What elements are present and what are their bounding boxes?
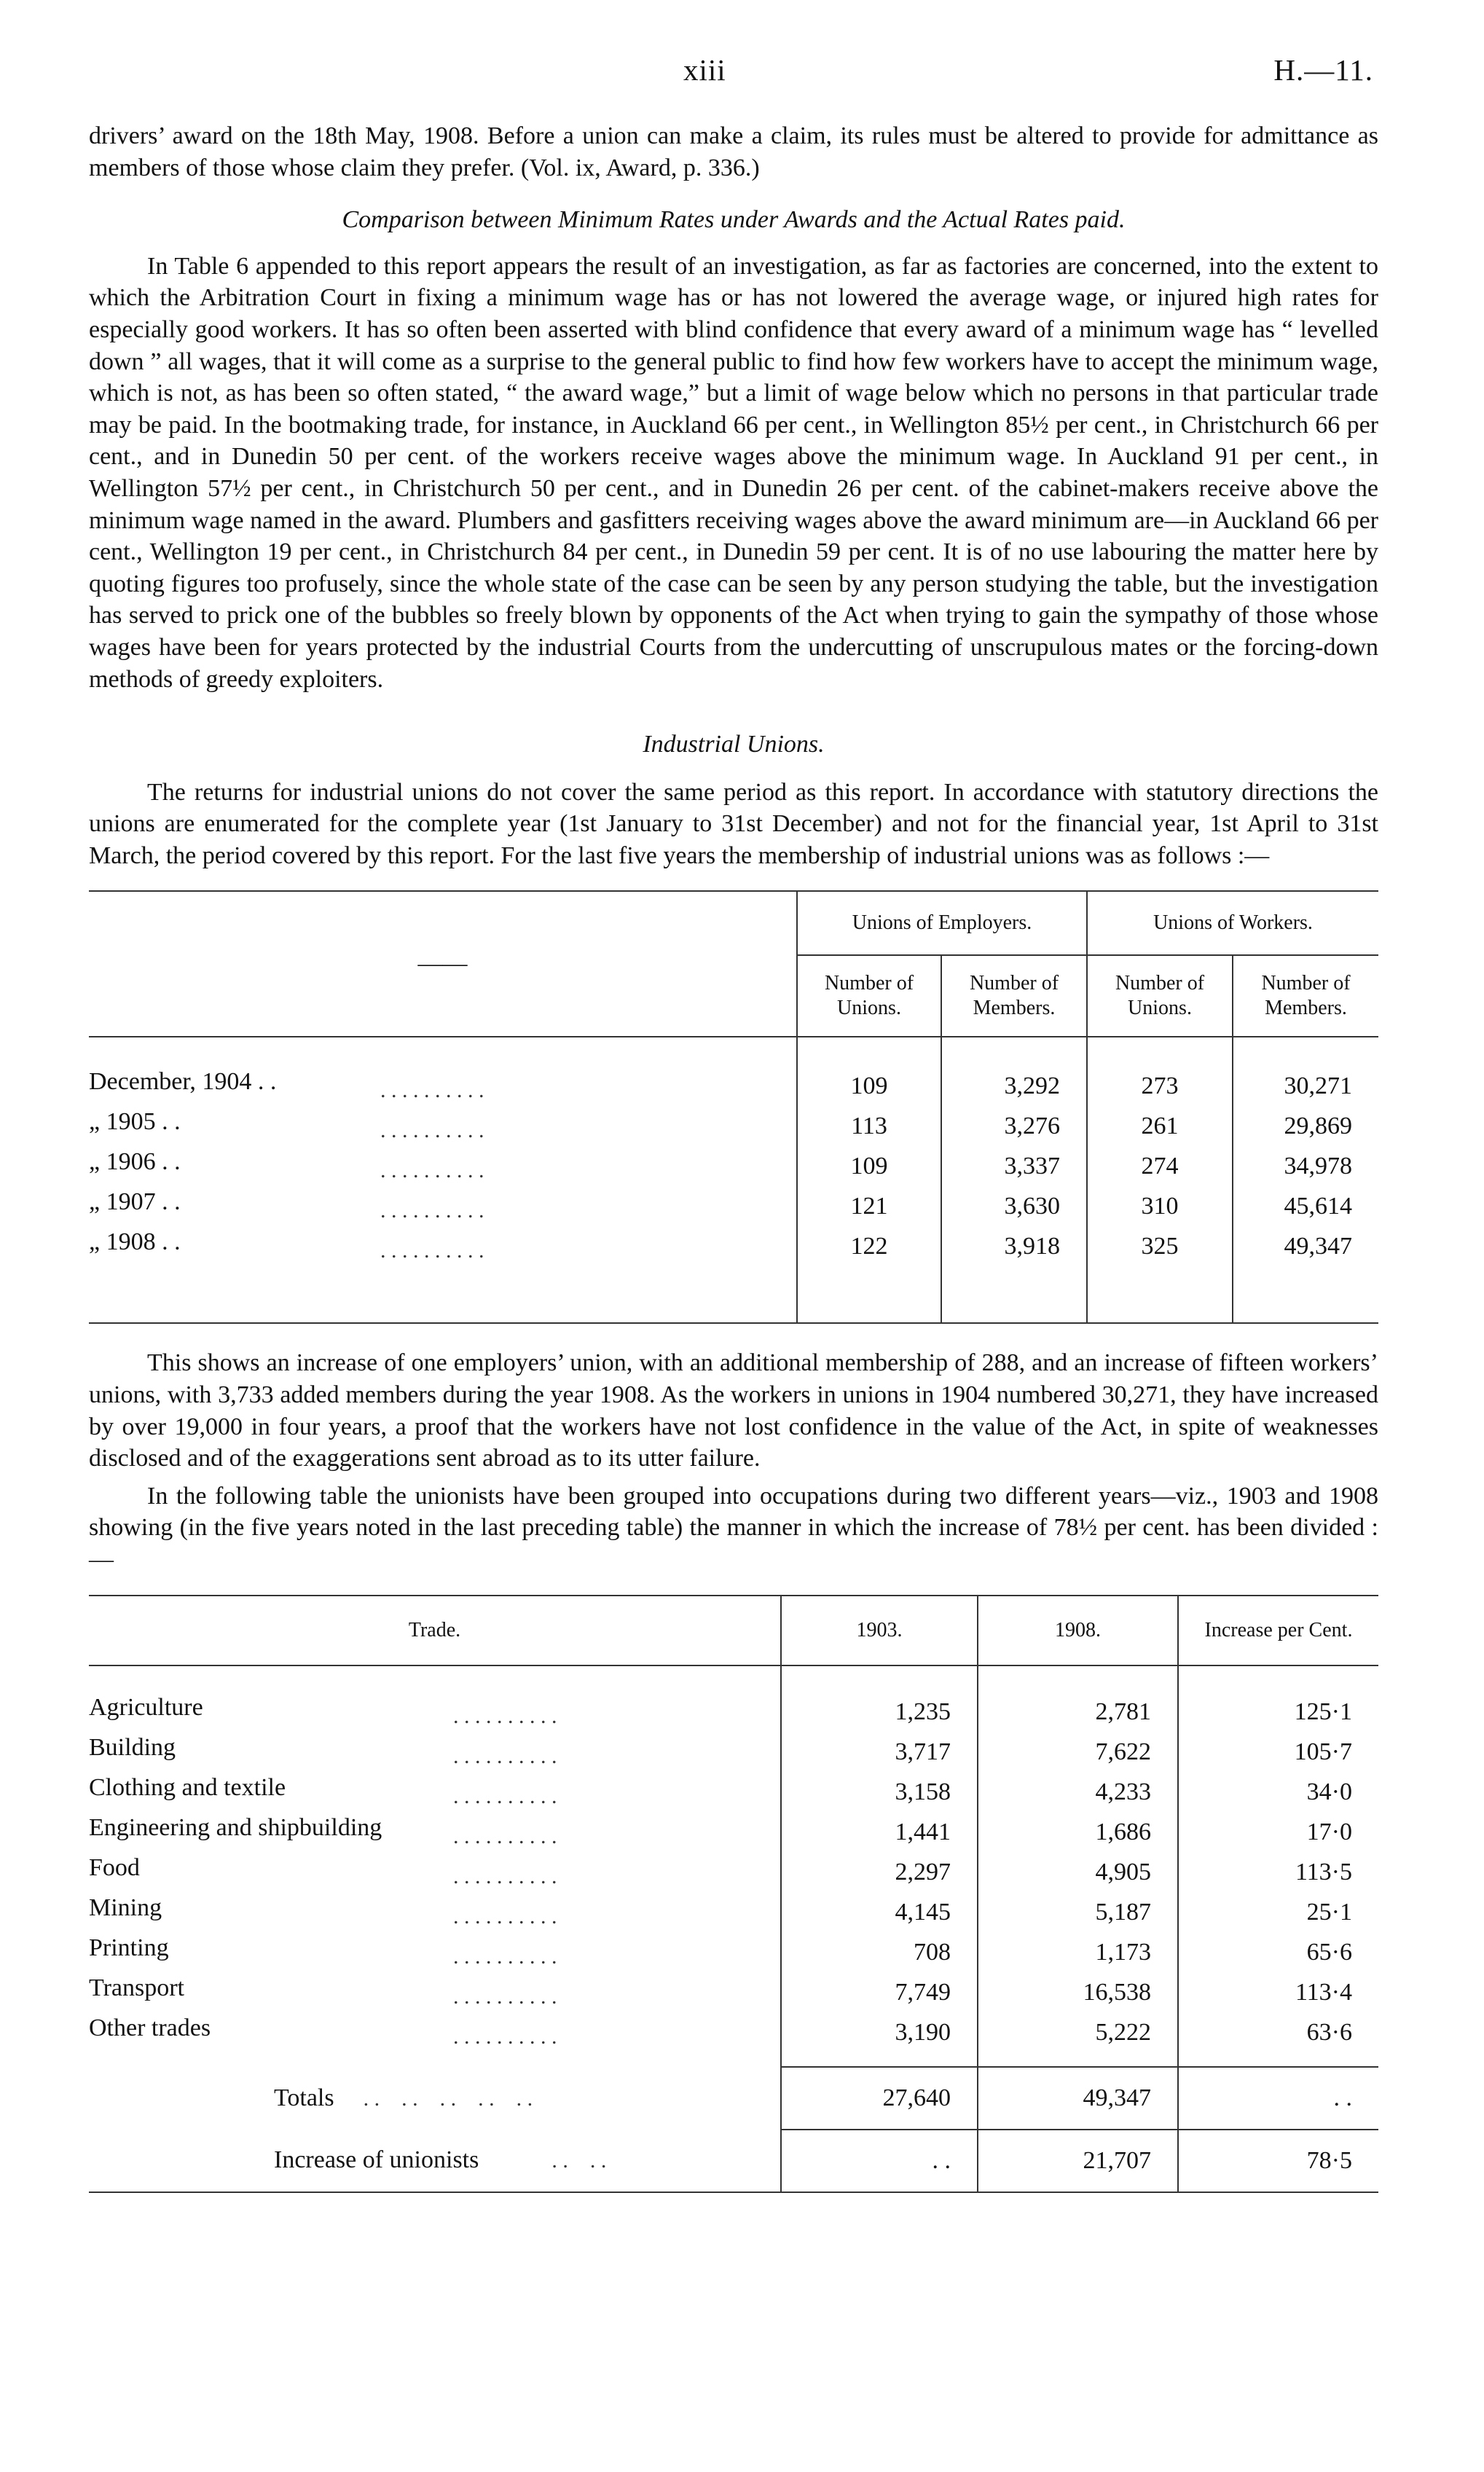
- table1-row-label: „ 1908 . .: [89, 1228, 181, 1256]
- comparison-paragraph: In Table 6 appended to this report appears the result of an investigation, as far as factories are concerned, into the extent to which the Arbitration Court in fixing a minimum wage has or has not lowered the average wage, or injured high rates for especially good workers. It has so often been asserted with blind confidence that every award of a minimum wage has “ levelled down ” all wages, that it will come as a surprise to the general public to find how few workers have to accept the minimum wage, which is not, as has been so often stated, “ the award wage,” but a limit of wage below which no persons in that particular trade may be paid. In the bootmaking trade, for instance, in Auckland 66 per cent., in Wellington 85½ per cent., in Christchurch 66 per cent., and in Dunedin 50 per cent. of the workers receive wages above the minimum wage. In Auckland 91 per cent., in Wellington 57½ per cent., in Christchurch 50 per cent., and in Dunedin 26 per cent. of the cabinet-makers receive above the minimum wage named in the award. Plumbers and gasfitters receiving wages above the award minimum are—in Auckland 66 per cent., Wellington 19 per cent., in Christchurch 84 per cent., in Dunedin 59 per cent. It is of no use labouring the matter here by quoting figures too profusely, since the whole state of the case can be seen by any person studying the table, but the investigation has served to prick one of the bubbles so freely blown by opponents of the Act when trying to gain the sympathy of those whose wages have been for years protected by the industrial Courts from the undercutting of unscrupulous mates or the forcing-down methods of greedy exploiters.: [89, 252, 1378, 693]
- leader-dots: . . . . . . . . . .: [380, 1118, 484, 1143]
- table2-row: [89, 1972, 1378, 2012]
- leader-dots: . . . . . . . . . .: [453, 1944, 557, 1969]
- table2-cell: 25·1: [1178, 1892, 1378, 1932]
- table2-trade-label: Other trades: [89, 2014, 211, 2041]
- table2-cell: 1,441: [781, 1812, 978, 1852]
- table2-cell: 1,173: [978, 1932, 1178, 1972]
- table2-row: [89, 1932, 1378, 1972]
- table2-col-1903: 1903.: [781, 1596, 978, 1665]
- table1-cell: 122: [797, 1226, 941, 1266]
- increase-1903: . .: [781, 2130, 978, 2192]
- table2-trade-label: Agriculture: [89, 1693, 203, 1721]
- leader-dots: . . . . . . . . . .: [380, 1078, 484, 1103]
- table1-row: [89, 1146, 1378, 1186]
- table2-col-increase: Increase per Cent.: [1178, 1596, 1378, 1665]
- table1-cell: 34,978: [1233, 1146, 1378, 1186]
- leader-dots: . . . . . . . . . .: [453, 1864, 557, 1888]
- table1-cell: 49,347: [1233, 1226, 1378, 1266]
- table1-row-label: „ 1907 . .: [89, 1188, 181, 1216]
- table2-cell: 7,749: [781, 1972, 978, 2012]
- table2-col-1908: 1908.: [978, 1596, 1178, 1665]
- totals-1908: 49,347: [978, 2067, 1178, 2130]
- table1-cell: 3,630: [941, 1186, 1087, 1226]
- table2-cell: 113·4: [1178, 1972, 1378, 2012]
- table1-group-workers: Unions of Workers.: [1087, 891, 1378, 955]
- table1-cell: 3,337: [941, 1146, 1087, 1186]
- table2-cell: 3,190: [781, 2012, 978, 2052]
- increase-percent: 78·5: [1178, 2130, 1378, 2192]
- table2-trade-label: Engineering and shipbuilding: [89, 1813, 382, 1841]
- table1-row-label: „ 1905 . .: [89, 1108, 181, 1136]
- table2-row: [89, 1892, 1378, 1932]
- increase-label: Increase of unionists: [274, 2146, 479, 2174]
- unions-paragraph-1: The returns for industrial unions do not cover the same period as this report. In accordance with statutory directions the unions are enumerated for the complete year (1st January to 31st December) and not for the financial year, 1st April to 31st March, the period covered by this report. For the last five years the membership of industrial unions was as follows :—: [89, 778, 1378, 869]
- section-heading-comparison: Comparison between Minimum Rates under Awards and the Actual Rates paid.: [342, 206, 1126, 234]
- table1-cell: 3,292: [941, 1066, 1087, 1106]
- table2-trade-label: Food: [89, 1853, 140, 1881]
- table1-row-label: „ 1906 . .: [89, 1148, 181, 1176]
- page-header: [0, 52, 1484, 96]
- table2-row: [89, 1852, 1378, 1892]
- page-body: [89, 120, 1378, 2193]
- table2-trade-label: Building: [89, 1733, 176, 1761]
- leader-dots: . . . . . . . . . .: [453, 1984, 557, 2009]
- totals-1903: 27,640: [781, 2067, 978, 2130]
- table1-row: [89, 1066, 1378, 1106]
- table2-cell: 17·0: [1178, 1812, 1378, 1852]
- leader-dots: . . . . . . . . . .: [453, 1703, 557, 1728]
- totals-label: Totals: [274, 2084, 334, 2111]
- table1-cell: 274: [1087, 1146, 1233, 1186]
- table1-cell: 273: [1087, 1066, 1233, 1106]
- leader-dots: . . . . . . . . . .: [380, 1158, 484, 1183]
- table2-cell: 2,297: [781, 1852, 978, 1892]
- table1-cell: 109: [797, 1146, 941, 1186]
- table2-cell: 3,158: [781, 1772, 978, 1812]
- table1-row: [89, 1186, 1378, 1226]
- table2-row: [89, 1732, 1378, 1772]
- table1-cell: 310: [1087, 1186, 1233, 1226]
- table2-cell: 113·5: [1178, 1852, 1378, 1892]
- page-number: xiii: [683, 53, 726, 87]
- unions-paragraph-3: In the following table the unionists have been grouped into occupations during two different years—viz., 1903 and 1908 showing (in the five years noted in the last preceding table) the manner in which the increase of 78½ per cent. has been divided :—: [89, 1482, 1378, 1574]
- table1-row: [89, 1106, 1378, 1146]
- table2-cell: 3,717: [781, 1732, 978, 1772]
- table2-cell: 16,538: [978, 1972, 1178, 2012]
- table1-row: [89, 1226, 1378, 1266]
- leader-dots: . . . . . . . . . .: [453, 1904, 557, 1928]
- table2-col-trade: Trade.: [408, 1618, 461, 1641]
- table2-trade-label: Clothing and textile: [89, 1773, 286, 1801]
- table2-cell: 5,187: [978, 1892, 1178, 1932]
- table2-cell: 63·6: [1178, 2012, 1378, 2052]
- table2-trade-label: Transport: [89, 1974, 184, 2001]
- table2-cell: 708: [781, 1932, 978, 1972]
- document-reference: H.—11.: [1273, 53, 1373, 87]
- table2-row: [89, 1692, 1378, 1732]
- leader-dots: . . . . . . . . . .: [453, 1743, 557, 1768]
- table2-row: [89, 1772, 1378, 1812]
- table1-cell: 109: [797, 1066, 941, 1106]
- table1-col-worker-unions: Number of Unions.: [1087, 955, 1233, 1037]
- table1-row-label: December, 1904 . .: [89, 1068, 277, 1096]
- table1-group-employers: Unions of Employers.: [797, 891, 1087, 955]
- table2-cell: 4,233: [978, 1772, 1178, 1812]
- table2-trade-label: Mining: [89, 1894, 162, 1921]
- table2-totals-row: Totals . . . . . . . . . . 27,640 49,347 . .: [89, 2067, 1378, 2130]
- table1-col-employer-unions: Number of Unions.: [797, 955, 941, 1037]
- leader-dots: . . . . . . . . . .: [453, 1784, 557, 1808]
- table1-cell: 3,276: [941, 1106, 1087, 1146]
- leader-dots: . . . . . . . . . .: [380, 1198, 484, 1223]
- table2-row: [89, 2012, 1378, 2052]
- table2-cell: 4,905: [978, 1852, 1178, 1892]
- table2-row: [89, 1812, 1378, 1852]
- table2-cell: 105·7: [1178, 1732, 1378, 1772]
- table1-stub-header: ——: [417, 950, 468, 978]
- leader-dots: . . . . . . . . . .: [380, 1239, 484, 1263]
- table1-cell: 121: [797, 1186, 941, 1226]
- table2-cell: 4,145: [781, 1892, 978, 1932]
- trade-groups-table: [89, 1595, 1378, 2193]
- table1-cell: 325: [1087, 1226, 1233, 1266]
- table1-cell: 3,918: [941, 1226, 1087, 1266]
- table1-col-employer-members: Number of Members.: [941, 955, 1087, 1037]
- table2-increase-row: Increase of unionists . . . . . . 21,707 78·5: [89, 2130, 1378, 2192]
- table2-cell: 65·6: [1178, 1932, 1378, 1972]
- table1-cell: 30,271: [1233, 1066, 1378, 1106]
- table2-cell: 5,222: [978, 2012, 1178, 2052]
- table1-cell: 113: [797, 1106, 941, 1146]
- leader-dots: . . . . . . . . . .: [453, 2024, 557, 2049]
- unions-membership-table: [89, 890, 1378, 1324]
- increase-1908: 21,707: [978, 2130, 1178, 2192]
- table2-cell: 125·1: [1178, 1692, 1378, 1732]
- table2-cell: 7,622: [978, 1732, 1178, 1772]
- table2-cell: 1,235: [781, 1692, 978, 1732]
- leader-dots: . . . . . . . . . .: [453, 1824, 557, 1848]
- table2-cell: 34·0: [1178, 1772, 1378, 1812]
- table1-cell: 29,869: [1233, 1106, 1378, 1146]
- section-heading-unions: Industrial Unions.: [643, 731, 825, 758]
- table2-cell: 1,686: [978, 1812, 1178, 1852]
- table1-cell: 45,614: [1233, 1186, 1378, 1226]
- unions-paragraph-2: This shows an increase of one employers’ union, with an additional membership of 288, and an increase of fifteen workers’ unions, with 3,733 added members during the year 1908. As the workers in unions in 1904 numbered 30,271, they have increased by over 19,000 in four years, a proof that the workers have not lost confidence in the value of the Act, in spite of weaknesses disclosed and of the exaggerations sent abroad as to its utter failure.: [89, 1349, 1378, 1472]
- totals-increase: . .: [1178, 2067, 1378, 2130]
- table2-trade-label: Printing: [89, 1934, 169, 1961]
- table1-cell: 261: [1087, 1106, 1233, 1146]
- table2-cell: 2,781: [978, 1692, 1178, 1732]
- table1-col-worker-members: Number of Members.: [1233, 955, 1378, 1037]
- intro-paragraph: drivers’ award on the 18th May, 1908. Before a union can make a claim, its rules must be altered to provide for admittance as members of those whose claim they prefer. (Vol. ix, Award, p. 336.): [89, 122, 1378, 181]
